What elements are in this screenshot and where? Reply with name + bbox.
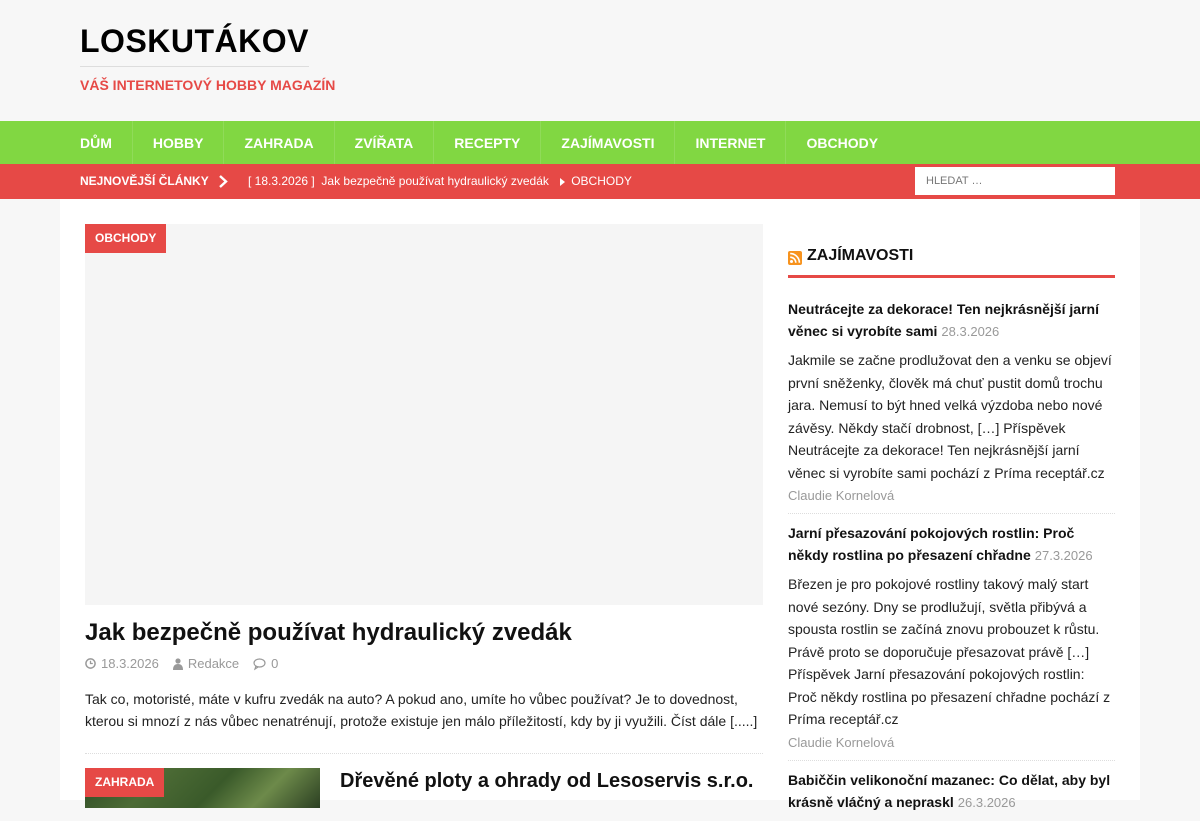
featured-excerpt: Tak co, motoristé, máte v kufru zvedák na auto? A pokud ano, umíte ho vůbec používat? Je to dovednost, kterou si mnozí z nás vůbec nenatrénují, protože existuje jen málo příležitostí, kdy by ji využili. Číst dále [.....] [85, 691, 758, 729]
article-item [85, 768, 763, 808]
chevron-right-icon [218, 175, 228, 188]
nav-item-zahrada[interactable]: ZAHRADA [224, 121, 334, 164]
rss-item-summary: Jakmile se začne prodlužovat den a venku se objeví první sněženky, člověk má chuť pustit domů trochu jara. Nemusí to být hned velká výzdoba nebo nové závěsy. Někdy stačí drobnost, […] Příspěvek Neutrácejte za dekorace! Ten nejkrásnější jarní věnec si vyrobíte sami pochází z Príma receptář.cz [788, 352, 1112, 481]
rss-icon[interactable] [788, 251, 802, 265]
article-author[interactable]: Redakce [187, 656, 240, 671]
rss-item-summary: Březen je pro pokojové rostliny takový malý start nové sezóny. Dny se prodlužují, světla přibývá a spousta rostlin se začíná znovu probouzet k růstu. Právě proto se doporučuje přesazovat právě […] Příspěvek Jarní přesazování pokojových rostlin: Proč někdy rostlina po přesazení chřadne pochází z Príma receptář.cz [788, 576, 1111, 727]
divider [85, 753, 763, 754]
rss-item-title[interactable]: Jarní přesazování pokojových rostlin: Proč někdy rostlina po přesazení chřadne [788, 525, 1075, 563]
featured-article [85, 224, 763, 754]
site-tagline: VÁŠ INTERNETOVÝ HOBBY MAGAZÍN [80, 77, 336, 93]
site-title[interactable]: LOSKUTÁKOV [80, 22, 309, 67]
ticker-date: [ 18.3.2026 ] [248, 174, 315, 188]
category-badge[interactable]: OBCHODY [85, 224, 166, 253]
rss-item-date: 26.3.2026 [957, 794, 1016, 810]
clock-icon [85, 658, 96, 669]
article-thumbnail[interactable] [85, 768, 320, 808]
nav-item-hobby[interactable]: HOBBY [133, 121, 225, 164]
comment-icon [253, 658, 266, 670]
nav-item-zajimavosti[interactable]: ZAJÍMAVOSTI [541, 121, 675, 164]
rss-item [788, 761, 1115, 821]
ticker-label: NEJNOVĚJŠÍ ČLÁNKY [80, 174, 209, 188]
nav-item-recepty[interactable]: RECEPTY [434, 121, 541, 164]
widget-title [788, 247, 1115, 278]
rss-item-author: Claudie Kornelová [788, 488, 895, 503]
featured-title[interactable]: Jak bezpečně používat hydraulický zvedák [85, 619, 572, 646]
ticker-category[interactable]: OBCHODY [571, 174, 632, 188]
rss-list [788, 278, 1115, 821]
category-badge[interactable]: ZAHRADA [85, 768, 164, 797]
rss-item-title[interactable]: Neutrácejte za dekorace! Ten nejkrásnější jarní věnec si vyrobíte sami [788, 301, 1099, 339]
main-nav [0, 121, 1200, 164]
article-title[interactable]: Dřevěné ploty a ohrady od Lesoservis s.r.o. [340, 770, 754, 792]
rss-item-author: Claudie Kornelová [788, 734, 895, 750]
nav-item-zvirata[interactable]: ZVÍŘATA [335, 121, 435, 164]
ticker-item[interactable] [248, 164, 632, 199]
rss-item-date: 28.3.2026 [941, 324, 1000, 339]
search-input[interactable] [915, 167, 1115, 195]
ticker-title[interactable]: Jak bezpečně používat hydraulický zvedák [321, 174, 549, 188]
news-ticker [0, 164, 1200, 199]
nav-item-obchody[interactable]: OBCHODY [806, 134, 879, 151]
rss-item-title[interactable]: Babiččin velikonoční mazanec: Co dělat, aby byl krásně vláčný a nepraskl [788, 771, 1111, 810]
user-icon [173, 658, 183, 670]
main-content [60, 199, 1140, 810]
rss-item [788, 278, 1115, 514]
featured-image[interactable] [85, 224, 763, 605]
rss-item-date: 27.3.2026 [1034, 548, 1093, 563]
rss-item [788, 514, 1115, 761]
widget-title-text[interactable]: ZAJÍMAVOSTI [807, 247, 914, 264]
nav-item-dum[interactable]: DŮM [60, 121, 133, 164]
article-meta [85, 656, 763, 671]
sidebar [788, 247, 1115, 821]
nav-item-internet[interactable]: INTERNET [675, 121, 786, 164]
article-date: 18.3.2026 [101, 656, 159, 671]
comment-count[interactable]: 0 [271, 656, 279, 671]
site-header [0, 0, 1200, 121]
caret-right-icon [560, 178, 565, 186]
